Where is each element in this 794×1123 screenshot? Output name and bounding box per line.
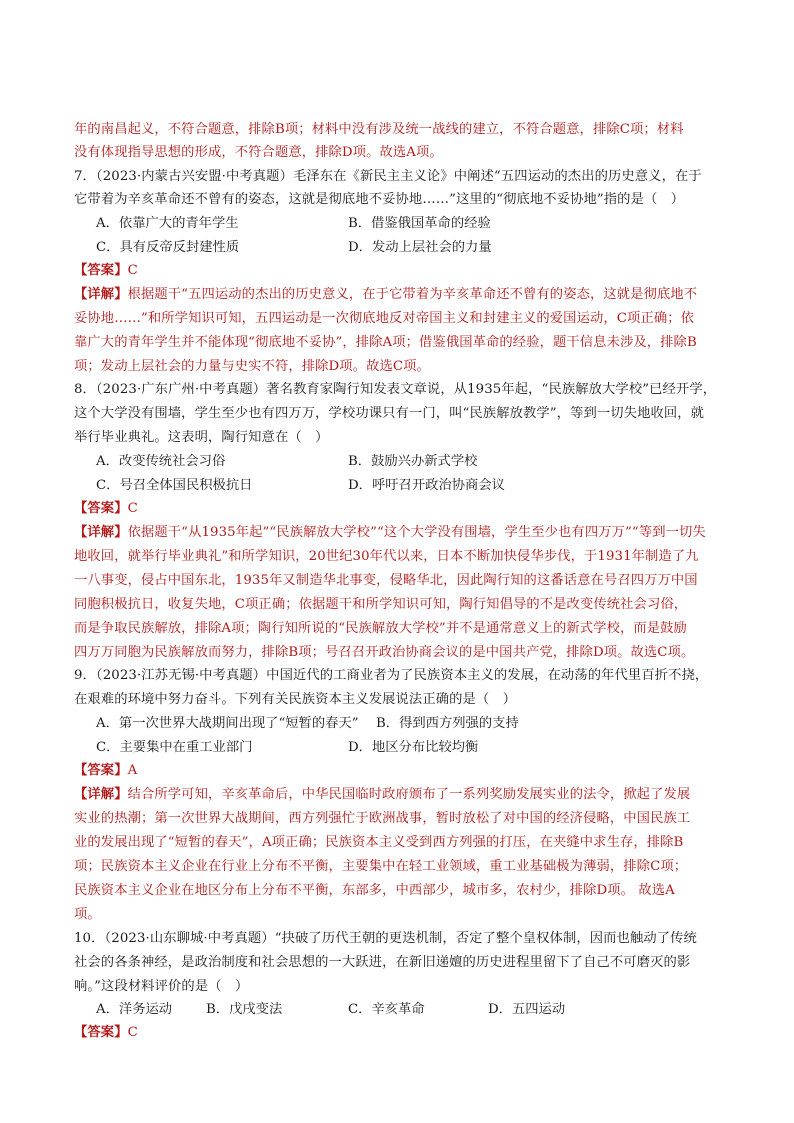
- q8-stem-line-2: 这个大学没有围墙，学生至少也有四万万，学校功课只有一门，叫“民族解放教学”，等到一切失地收回，就: [74, 406, 705, 421]
- detail-tag: 【详解】: [74, 525, 128, 540]
- answer-tag: 【答案】: [74, 501, 128, 516]
- q8-option-b: B．鼓励兴办新式学校: [348, 454, 478, 469]
- q10-stem-line-3: 响。”这段材料评价的是（ ）: [74, 979, 249, 994]
- q7-detail-line-3: 靠广大的青年学生并不能体现“彻底地不妥协”，排除A项；借鉴俄国革命的经验，题干信息未涉及，排除B: [74, 335, 697, 350]
- q9-option-c: C．主要集中在重工业部门: [96, 740, 253, 755]
- q8-option-a: A．改变传统社会习俗: [96, 454, 226, 469]
- q7-detail-line-1: [74, 283, 724, 307]
- q9-detail-line-6: 项。: [74, 907, 101, 922]
- q9-answer: [74, 759, 724, 783]
- answer-tag: 【答案】: [74, 1025, 128, 1040]
- q8-stem-line-1: 8．（2023·广东广州·中考真题）著名教育家陶行知发表文章说，从1935年起，“民族解放大学校”已经开学，: [74, 382, 717, 397]
- q9-option-a: A．第一次世界大战期间出现了“短暂的春天”: [96, 716, 359, 731]
- q8-stem-line-3: 举行毕业典礼。这表明，陶行知意在（ ）: [74, 430, 329, 445]
- q10-option-b: B．戊戌变法: [206, 1002, 283, 1017]
- detail-tag: 【详解】: [74, 787, 128, 802]
- q7-stem-line-1: 7．（2023·内蒙古兴安盟·中考真题）毛泽东在《新民主主义论》中阐述“五四运动的杰出的历史意义，在于: [74, 169, 702, 184]
- answer-value: C: [127, 263, 138, 278]
- q8-option-d: D．呼吁召开政治协商会议: [348, 478, 505, 493]
- q7-answer: [74, 259, 724, 283]
- q9-detail-line-3: 业的发展出现了“短暂的春天”，A项正确；民族资本主义受到西方列强的打压，在夹缝中求生存，排除B: [74, 835, 684, 850]
- q9-stem-line-2: 在艰难的环境中努力奋斗。下列有关民族资本主义发展说法正确的是（ ）: [74, 692, 517, 707]
- q8-detail-line-6: 四万万同胞为民族解放而努力，排除B项；号召召开政治协商会议的是中国共产党，排除D项。故选C项。: [74, 645, 695, 660]
- q10-answer: [74, 1021, 724, 1045]
- q9-option-b: B．得到西方列强的支持: [376, 716, 519, 731]
- q9-detail-line-5: 民族资本主义企业在地区分布上分布不平衡，东部多，中西部少，城市多，农村少，排除D项。 故选A: [74, 883, 675, 898]
- detail-text: 结合所学可知，辛亥革命后，中华民国临时政府颁布了一系列奖励发展实业的法令，掀起了发展: [127, 787, 691, 802]
- q7-detail-line-4: 项；发动上层社会的力量与史实不符，排除D项。故选C项。: [74, 359, 430, 374]
- q9-detail-line-2: 实业的热潮；第一次世界大战期间，西方列强忙于欧洲战事，暂时放松了对中国的经济侵略，中国民族工: [74, 811, 691, 826]
- prev-detail-line-1: 年的南昌起义，不符合题意，排除B项；材料中没有涉及统一战线的建立，不符合题意，排除C项；材料: [74, 122, 684, 137]
- q10-stem-line-1: 10．（2023·山东聊城·中考真题）“抉破了历代王朝的更迭机制，否定了整个皇权体制，因而也触动了传统: [74, 931, 697, 946]
- q7-option-c: C．具有反帝反封建性质: [96, 240, 240, 255]
- answer-value: A: [127, 763, 138, 778]
- answer-value: C: [127, 501, 138, 516]
- q8-detail-line-2: 地收回，就举行毕业典礼”和所学知识，20世纪30年代以来，日本不断加快侵华步伐，于1931年制造了九: [74, 549, 699, 564]
- q10-option-d: D．五四运动: [488, 1002, 566, 1017]
- q7-option-a: A．依靠广大的青年学生: [96, 216, 239, 231]
- answer-tag: 【答案】: [74, 763, 128, 778]
- detail-text: 根据题干“五四运动的杰出的历史意义，在于它带着为辛亥革命还不曾有的姿态，这就是彻底地不: [127, 287, 698, 302]
- detail-tag: 【详解】: [74, 287, 128, 302]
- q9-stem-line-1: 9．（2023·江苏无锡·中考真题）中国近代的工商业者为了民族资本主义的发展，在动荡的年代里百折不挠，: [74, 668, 709, 683]
- q8-detail-line-4: 同胞积极抗日，收复失地，C项正确；依据题干和所学知识可知，陶行知倡导的不是改变传统社会习俗，: [74, 597, 688, 612]
- prev-detail-line-2: 没有体现指导思想的形成，不符合题意，排除D项。故选A项。: [74, 145, 443, 160]
- q7-option-b: B．借鉴俄国革命的经验: [348, 216, 491, 231]
- q10-option-c: C．辛亥革命: [348, 1002, 425, 1017]
- q7-stem-line-2: 它带着为辛亥革命还不曾有的姿态，这就是彻底地不妥协地……”这里的“彻底地不妥协地”指的是（ ）: [74, 192, 685, 207]
- q8-detail-line-5: 而是争取民族解放，排除A项；陶行知所说的“民族解放大学校”并不是通常意义上的新式学校，而是鼓励: [74, 621, 687, 636]
- q10-option-a: A．洋务运动: [96, 1002, 173, 1017]
- q8-detail-line-1: [74, 521, 724, 545]
- q8-answer: [74, 497, 724, 521]
- q9-detail-line-1: [74, 783, 724, 807]
- q9-option-d: D．地区分布比较均衡: [348, 740, 479, 755]
- answer-tag: 【答案】: [74, 263, 128, 278]
- q9-detail-line-4: 项；民族资本主义企业在行业上分布不平衡，主要集中在轻工业领域，重工业基础极为薄弱，排除C项；: [74, 859, 688, 874]
- q7-option-d: D．发动上层社会的力量: [348, 240, 492, 255]
- q8-option-c: C．号召全体国民积极抗日: [96, 478, 253, 493]
- detail-text: 依据题干“从1935年起”“民族解放大学校”“这个大学没有围墙，学生至少也有四万万”“等到一切失: [127, 525, 706, 540]
- q7-detail-line-2: 妥协地……”和所学知识可知，五四运动是一次彻底地反对帝国主义和封建主义的爱国运动，C项正确；依: [74, 311, 695, 326]
- q8-detail-line-3: 一八事变，侵占中国东北，1935年又制造华北事变，侵略华北，因此陶行知的这番话意在号召四万万中国: [74, 573, 698, 588]
- answer-value: C: [127, 1025, 138, 1040]
- q10-stem-line-2: 社会的各条神经，是政治制度和社会思想的一大跃进，在新旧递嬗的历史进程里留下了自己不可磨灭的影: [74, 955, 691, 970]
